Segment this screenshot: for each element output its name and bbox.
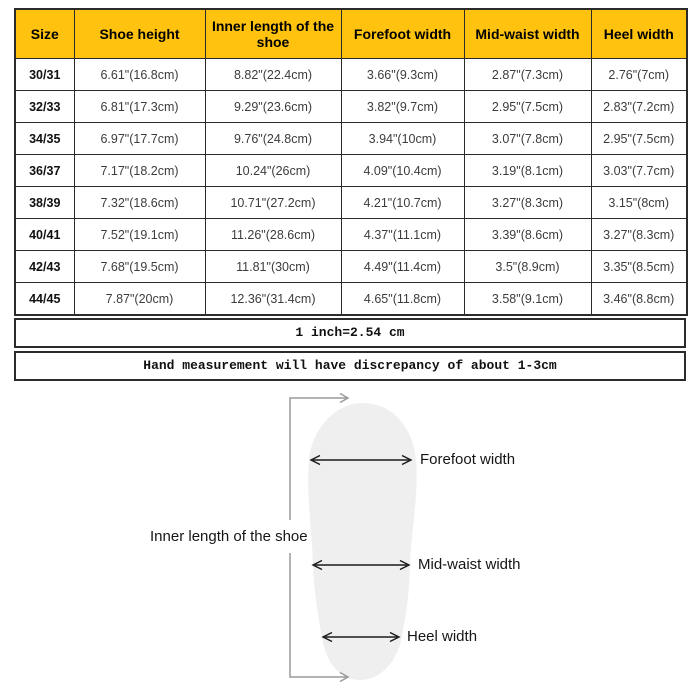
header-row bbox=[15, 9, 687, 59]
shoe-height-cell: 7.32"(18.6cm) bbox=[74, 187, 205, 219]
size-cell: 38/39 bbox=[15, 187, 74, 219]
forefoot-width-cell: 4.09"(10.4cm) bbox=[341, 155, 464, 187]
note-measurement-discrepancy: Hand measurement will have discrepancy of about 1-3cm bbox=[14, 351, 686, 381]
midwaist-width-cell: 3.58"(9.1cm) bbox=[464, 283, 591, 316]
table-row bbox=[15, 251, 687, 283]
size-cell: 32/33 bbox=[15, 91, 74, 123]
midwaist-width-cell: 3.07"(7.8cm) bbox=[464, 123, 591, 155]
column-header-midwaist-width: Mid-waist width bbox=[464, 9, 591, 59]
shoe-height-cell: 7.17"(18.2cm) bbox=[74, 155, 205, 187]
shoe-height-cell: 6.97"(17.7cm) bbox=[74, 123, 205, 155]
table-row bbox=[15, 283, 687, 316]
column-header-heel-width: Heel width bbox=[591, 9, 687, 59]
heel-width-cell: 3.27"(8.3cm) bbox=[591, 219, 687, 251]
inner-length-cell: 9.76"(24.8cm) bbox=[205, 123, 341, 155]
midwaist-width-cell: 3.19"(8.1cm) bbox=[464, 155, 591, 187]
shoe-height-cell: 6.81"(17.3cm) bbox=[74, 91, 205, 123]
size-cell: 34/35 bbox=[15, 123, 74, 155]
forefoot-width-cell: 3.82"(9.7cm) bbox=[341, 91, 464, 123]
forefoot-width-cell: 4.37"(11.1cm) bbox=[341, 219, 464, 251]
heel-width-cell: 2.76"(7cm) bbox=[591, 59, 687, 91]
forefoot-width-cell: 4.21"(10.7cm) bbox=[341, 187, 464, 219]
column-header-size: Size bbox=[15, 9, 74, 59]
forefoot-width-cell: 4.49"(11.4cm) bbox=[341, 251, 464, 283]
table-row bbox=[15, 219, 687, 251]
table-row bbox=[15, 123, 687, 155]
heel-width-cell: 2.95"(7.5cm) bbox=[591, 123, 687, 155]
heel-width-cell: 2.83"(7.2cm) bbox=[591, 91, 687, 123]
forefoot-width-cell: 3.94"(10cm) bbox=[341, 123, 464, 155]
inner-length-cell: 10.24"(26cm) bbox=[205, 155, 341, 187]
heel-width-cell: 3.46"(8.8cm) bbox=[591, 283, 687, 316]
shoe-height-cell: 6.61"(16.8cm) bbox=[74, 59, 205, 91]
size-table bbox=[14, 8, 688, 316]
size-cell: 36/37 bbox=[15, 155, 74, 187]
inner-length-cell: 11.26"(28.6cm) bbox=[205, 219, 341, 251]
midwaist-width-cell: 3.39"(8.6cm) bbox=[464, 219, 591, 251]
table-row bbox=[15, 59, 687, 91]
inner-length-cell: 9.29"(23.6cm) bbox=[205, 91, 341, 123]
forefoot-width-label: Forefoot width bbox=[420, 451, 516, 468]
size-chart-section bbox=[14, 8, 686, 381]
inner-length-cell: 10.71"(27.2cm) bbox=[205, 187, 341, 219]
shoe-height-cell: 7.87"(20cm) bbox=[74, 283, 205, 316]
inner-length-cell: 12.36"(31.4cm) bbox=[205, 283, 341, 316]
size-cell: 40/41 bbox=[15, 219, 74, 251]
midwaist-width-cell: 2.95"(7.5cm) bbox=[464, 91, 591, 123]
size-cell: 44/45 bbox=[15, 283, 74, 316]
table-row bbox=[15, 91, 687, 123]
midwaist-width-cell: 3.27"(8.3cm) bbox=[464, 187, 591, 219]
midwaist-width-label: Mid-waist width bbox=[418, 556, 521, 573]
shoe-height-cell: 7.52"(19.1cm) bbox=[74, 219, 205, 251]
forefoot-width-cell: 4.65"(11.8cm) bbox=[341, 283, 464, 316]
insole-measurement-diagram bbox=[0, 390, 700, 700]
shoe-height-cell: 7.68"(19.5cm) bbox=[74, 251, 205, 283]
table-row bbox=[15, 155, 687, 187]
insole-diagram-canvas bbox=[0, 390, 700, 700]
inner-length-cell: 11.81"(30cm) bbox=[205, 251, 341, 283]
heel-width-cell: 3.03"(7.7cm) bbox=[591, 155, 687, 187]
forefoot-width-cell: 3.66"(9.3cm) bbox=[341, 59, 464, 91]
midwaist-width-cell: 3.5"(8.9cm) bbox=[464, 251, 591, 283]
size-cell: 30/31 bbox=[15, 59, 74, 91]
heel-width-label: Heel width bbox=[407, 628, 478, 645]
note-inch-conversion: 1 inch=2.54 cm bbox=[14, 318, 686, 348]
column-header-forefoot-width: Forefoot width bbox=[341, 9, 464, 59]
column-header-inner-length: Inner length of the shoe bbox=[205, 9, 341, 59]
table-row bbox=[15, 187, 687, 219]
size-cell: 42/43 bbox=[15, 251, 74, 283]
inner-length-cell: 8.82"(22.4cm) bbox=[205, 59, 341, 91]
column-header-shoe-height: Shoe height bbox=[74, 9, 205, 59]
inner-length-label: Inner length of the shoe bbox=[150, 528, 308, 545]
midwaist-width-cell: 2.87"(7.3cm) bbox=[464, 59, 591, 91]
heel-width-cell: 3.15"(8cm) bbox=[591, 187, 687, 219]
heel-width-cell: 3.35"(8.5cm) bbox=[591, 251, 687, 283]
